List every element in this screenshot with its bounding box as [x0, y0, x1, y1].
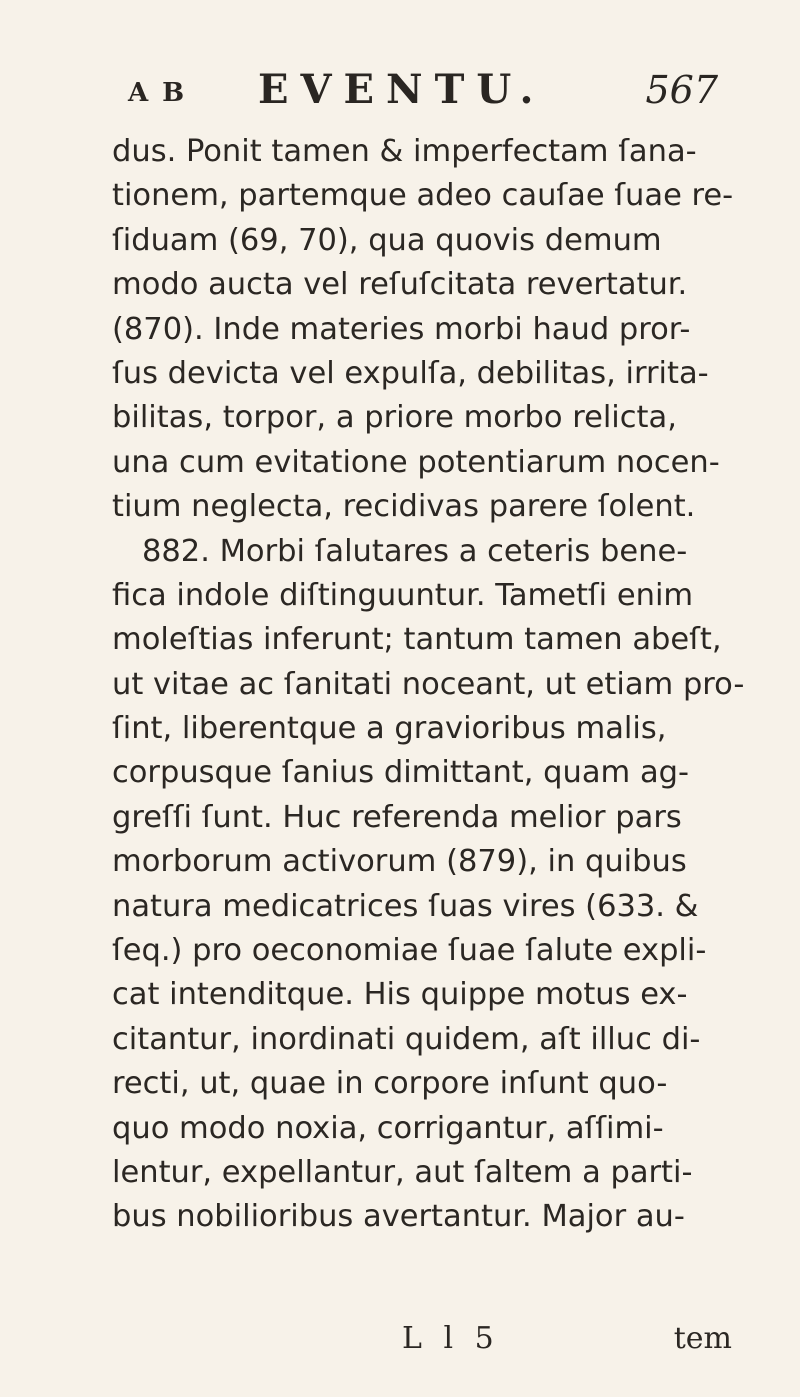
paragraph-start-line: 882. Morbi ſalutares a ceteris bene- — [142, 533, 688, 569]
text-line: bilitas, torpor, a priore morbo relicta, — [112, 400, 677, 436]
text-line: corpusque ſanius dimittant, quam ag- — [112, 755, 689, 791]
text-line: fica indole diſtinguuntur. Tametſi enim — [112, 577, 694, 613]
text-line: ut vitae ac ſanitati noceant, ut etiam pro- — [112, 666, 745, 702]
page-number: 567 — [645, 68, 718, 112]
text-line: (870). Inde materies morbi haud pror- — [112, 311, 691, 347]
catchword: tem — [673, 1321, 732, 1356]
text-line: quo modo noxia, corrigantur, aſſimi- — [112, 1110, 664, 1146]
text-line: lentur, expellantur, aut ſaltem a parti- — [112, 1154, 693, 1190]
text-line: tium neglecta, recidivas parere ſolent. — [112, 489, 696, 525]
text-line: ſint, liberentque a gravioribus malis, — [112, 711, 667, 747]
text-line: cat intenditque. His quippe motus ex- — [112, 977, 688, 1013]
text-line: ſiduam (69, 70), qua quovis demum — [112, 222, 662, 258]
text-line: greſſi ſunt. Huc referenda melior pars — [112, 799, 682, 835]
body-text — [112, 130, 745, 1240]
running-header — [108, 48, 718, 118]
header-title: EVENTU. — [258, 66, 546, 113]
text-line: bus nobilioribus avertantur. Major au- — [112, 1199, 685, 1235]
text-line: dus. Ponit tamen & imperfectam ſana- — [112, 134, 697, 169]
header-left-text: AB — [128, 78, 199, 108]
page-footer — [112, 1321, 732, 1365]
text-line: moleſtias inferunt; tantum tamen abeſt, — [112, 622, 722, 658]
text-line: tionem, partemque adeo cauſae ſuae re- — [112, 178, 734, 214]
text-line: citantur, inordinati quidem, aſt illuc di- — [112, 1021, 701, 1057]
text-line: ſeq.) pro oeconomiae ſuae ſalute expli- — [112, 933, 707, 969]
text-line: recti, ut, quae in corpore inſunt quo- — [112, 1066, 668, 1102]
signature-mark: L l 5 — [402, 1321, 500, 1356]
text-line: morborum activorum (879), in quibus — [112, 844, 687, 880]
text-line: natura medicatrices ſuas vires (633. & — [112, 888, 699, 924]
text-line: ſus devicta vel expulſa, debilitas, irrita- — [112, 355, 709, 391]
text-line: una cum evitatione potentiarum nocen- — [112, 444, 720, 480]
text-line: modo aucta vel reſuſcitata revertatur. — [112, 267, 688, 303]
